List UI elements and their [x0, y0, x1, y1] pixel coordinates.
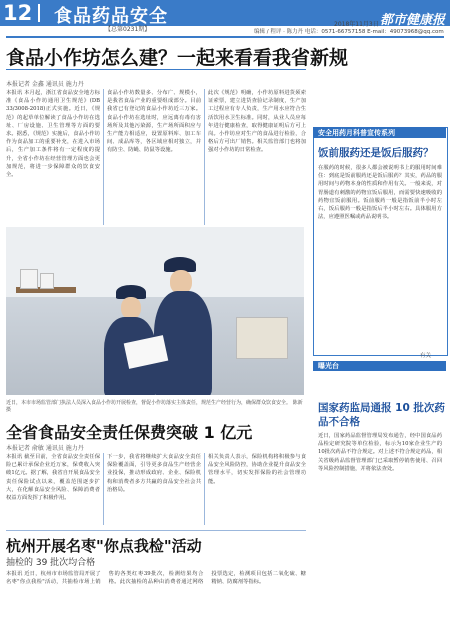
paper-logo: 都市健康报: [380, 13, 446, 28]
article2-column-3: 相关负责人表示，保险机构将积极参与食品安全风险防控，协助企业提升食品安全管理水平，切实发挥保险的社会管理功能。: [208, 454, 306, 485]
header-divider: [38, 4, 40, 22]
sidebar-tab-label: 安全用药月科普宣传系列: [318, 129, 395, 137]
article1-column-3: 此次《规范》明确，小作坊原料进货须索证索票，建立进货查验记录制度，生产加工过程应有专人负责，生产用水应符合生活饮用水卫生标准。同时，从业人员应每年进行健康检查，取得健康证明后方可上岗。小作坊应对生产的食品进行检验，合格后方可出厂销售。相关监管部门也将加强对小作坊的日常检查。: [208, 90, 306, 154]
photo-cabinet: [236, 317, 288, 359]
photo-caption: 近日，本市市场监管部门执法人员深入食品小作坊开展检查，督促小作坊落实主体责任，规范生产经营行为，确保群众饮食安全。 陈新 摄: [6, 400, 303, 413]
issue-number: 【总第0231期】: [105, 26, 151, 33]
section-rule: [6, 530, 306, 531]
article1-byline: 本报记者 金鑫 通讯员 施力丹: [6, 81, 84, 88]
inspection-photo[interactable]: [6, 227, 304, 395]
sidebar2-body: 近日，国家药品监督管理局发布通告，经中国食品药品检定研究院等单位检验，标示为10家企业生产的10批次药品不符合规定。对上述不符合规定药品，相关省级药品监督管理部门已采取暂停销售使用、召回等风险控制措施，并将依法查处。: [318, 433, 442, 472]
photo-product-box: [20, 269, 38, 289]
column-divider: [204, 89, 205, 225]
sidebar-body: 在服药的时候，很多人都会被说明书上的服用时间难住：到底是饭前服药还是饭后服药？其实，药品的服用时间与药物本身的性质和作用有关。一般来说，对胃肠道有刺激的药物宜饭后服用，而需要快速吸收的药物宜饭前服用。饭前服药一般是指饭前半小时左右，饭后服药一般是指饭后半小时左右。具体服用方法，应遵照医嘱或药品说明书。: [318, 165, 442, 221]
sidebar-headline[interactable]: 饭前服药还是饭后服药？: [318, 147, 434, 159]
article2-headline[interactable]: 全省食品安全责任保费突破 1 亿元: [6, 423, 253, 442]
article2-column-1: 本报讯 截至目前，全省食品安全责任保险已累计承保企业近万家，保费收入突破1亿元。据了解，我省自开展食品安全责任保险试点以来，覆盖范围逐步扩大，在化解食品安全风险、保障消费者权益方面发挥了积极作用。: [6, 454, 100, 502]
article1-headline[interactable]: 食品小作坊怎么建？一起来看看我省新规: [6, 47, 349, 69]
header-rule: [6, 36, 444, 38]
column-divider: [103, 453, 104, 525]
article2-column-2: 下一步，我省将继续扩大食品安全责任保险覆盖面，引导更多食品生产经营企业投保，推动形成政府、企业、保险机构和消费者多方共赢的食品安全社会共治格局。: [107, 454, 201, 493]
photo-officer-face: [121, 297, 141, 319]
column-divider: [204, 453, 205, 525]
article3-headline[interactable]: 杭州开展名枣"你点我检"活动: [6, 537, 202, 555]
sidebar2-tab-label: 曝光台: [318, 362, 339, 370]
article3-subhead: 抽检的 39 批次均合格: [6, 558, 96, 568]
editor-info: 编辑 / 程评 · 陈力丹 电话：0571-66757158 E-mail：49073968@qq.com: [254, 29, 444, 35]
article1-column-2: 食品小作坊数量多、分布广、规模小，是我省食品产业的重要组成部分。目前我省已有登记的食品小作坊近三万家。食品小作坊在选址时，应远离有毒有害场所及其他污染源，生产场所面积应与生产能力相适应，设置原料库、加工车间、成品库等，各区域应相对独立，并有防尘、防蝇、防鼠等设施。: [107, 90, 201, 154]
article1-rule: [6, 69, 306, 70]
article1-column-1: 本报讯 本月起，浙江省食品安全地方标准《食品小作坊通用卫生规范》(DB 33/3008-2018)正式实施。近日，《规范》的起草单位解读了食品小作坊在选址、厂房设施、卫生管理等方面的要求。据悉，《规范》实施后，食品小作坊作为食品加工的重要补充，在进入市场后，生产加工条件将有一定程度的提升，全省小作坊在经营管理方面也会更加规范，将进一步保障群众的饮食安全。: [6, 90, 100, 179]
sidebar2-headline[interactable]: 国家药监局通报 10 批次药品不合格: [318, 402, 445, 428]
page-number: 12: [3, 1, 33, 25]
sidebar-byline: 有关: [420, 353, 432, 359]
article2-byline: 本报记者 俞敏 通讯员 施力丹: [6, 445, 84, 452]
photo-product-box: [40, 273, 54, 289]
article3-body: 本报讯 近日，杭州市市场监管局开展了名枣"你点我检"活动，共抽检市场上销售的各类红枣39批次，检测结果均合格。此次抽检的品种由消费者通过网络投票选定，检测项目包括二氧化硫、糖精钠、防腐剂等指标。: [6, 571, 306, 586]
column-divider: [103, 89, 104, 225]
issue-date: 2018年11月3日: [334, 21, 379, 28]
section-title: 食品药品安全: [54, 6, 168, 27]
